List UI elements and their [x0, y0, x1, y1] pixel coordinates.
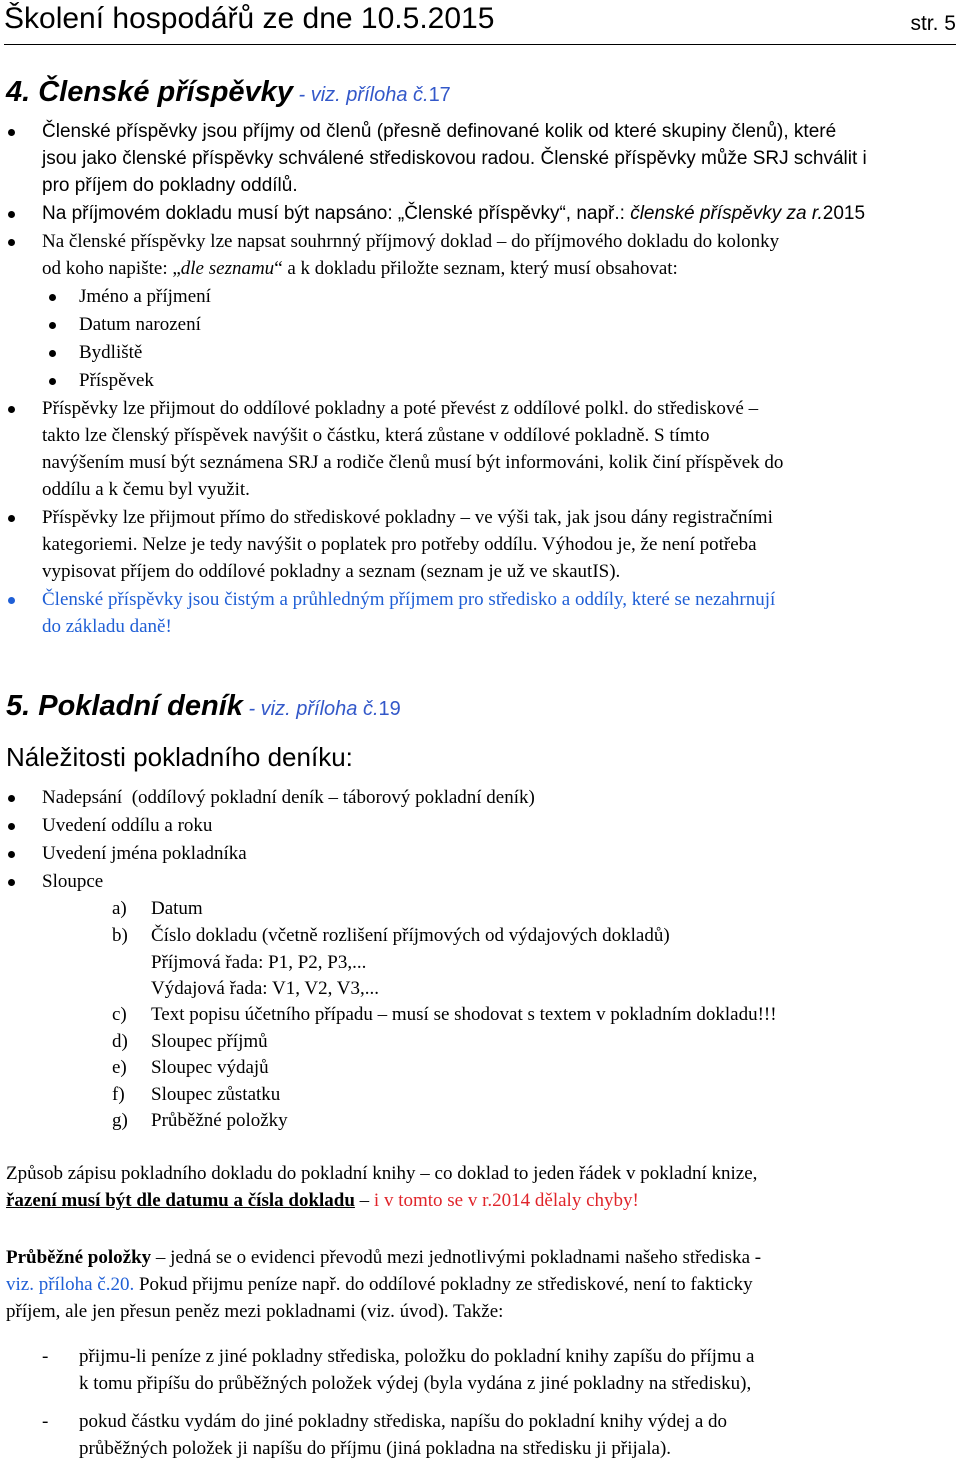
section4-title: 4. Členské příspěvky: [6, 76, 293, 108]
s4-bullet-3: [42, 228, 958, 282]
section4-ref-prefix: - viz. příloha č.: [292, 84, 429, 106]
bullet-dot: [8, 851, 15, 858]
column-letter: c): [112, 1004, 127, 1025]
s4-b3-sub-4: Příspěvek: [79, 370, 154, 391]
column-letter: f): [112, 1084, 125, 1105]
para-prubezne-ref: viz. příloha č.: [6, 1274, 111, 1295]
dash-item-1-line1: přijmu-li peníze z jiné pokladny střediska, položku do pokladní knihy zapíšu do příjmu a: [79, 1346, 755, 1367]
dash-marker: -: [42, 1411, 49, 1432]
column-text: Průběžné položky: [151, 1110, 288, 1131]
bullet-dot: [8, 597, 15, 604]
para-prubezne-line2: [6, 1271, 956, 1298]
header-divider: [4, 44, 956, 45]
dash-item-2-line1: pokud částku vydám do jiné pokladny střediska, napíšu do pokladní knihy výdej a do: [79, 1411, 728, 1432]
column-text: Datum: [151, 898, 203, 919]
column-text: Příjmová řada: P1, P2, P3,...: [151, 952, 367, 973]
s4-b3-line1: Na členské příspěvky lze napsat souhrnný příjmový doklad – do příjmového dokladu do kolonky: [42, 231, 780, 252]
section5-heading: [6, 690, 401, 723]
section4-ref: [293, 84, 451, 106]
s4-b5-line2: kategoriemi. Nelze je tedy navýšit o poplatek pro potřeby oddílu. Výhodou je, že není potřeba: [42, 534, 757, 555]
para-zapis: [6, 1160, 956, 1214]
dash-item-2-line2: průběžných položek ji napíšu do příjmu (jiná pokladna na středisku ji přijala).: [79, 1438, 672, 1459]
s4-b2-italic: členské příspěvky za r.: [630, 203, 823, 224]
column-text: Číslo dokladu (včetně rozlišení příjmových od výdajových dokladů): [151, 925, 670, 946]
s4-b5-line1: Příspěvky lze přijmout přímo do střediskové pokladny – ve výši tak, jak jsou dány registračními: [42, 507, 773, 528]
column-text: Sloupec výdajů: [151, 1057, 269, 1078]
s5-bullet-1: Nadepsání (oddílový pokladní deník – táborový pokladní deník): [42, 787, 535, 808]
s4-b5-line3: vypisovat příjem do oddílové pokladny a seznam (seznam je už ve skautIS).: [42, 561, 621, 582]
bullet-dot: [8, 515, 15, 522]
para-zapis-emphasis: řazení musí být dle datumu a čísla dokladu: [6, 1190, 355, 1211]
para-prubezne: [6, 1244, 956, 1325]
s4-b6-line2: do základu daně!: [42, 616, 172, 637]
s4-b3-l2a: od koho napište: „: [42, 258, 181, 279]
para-zapis-dash: –: [354, 1190, 374, 1211]
column-text: Text popisu účetního případu – musí se shodovat s textem v pokladním dokladu!!!: [151, 1004, 777, 1025]
bullet-dot: [8, 795, 15, 802]
s4-bullet-6: [42, 586, 958, 640]
s4-b3-sub-2: Datum narození: [79, 314, 201, 335]
bullet-dot: [49, 350, 56, 357]
s4-b3-sub-3: Bydliště: [79, 342, 143, 363]
s4-b3-l2b: “ a k dokladu přiložte seznam, který musí obsahovat:: [274, 258, 678, 279]
column-letter: e): [112, 1057, 127, 1078]
s4-b6-line1: Členské příspěvky jsou čistým a průhledným příjmem pro středisko a oddíly, které se nezahrnují: [42, 589, 776, 610]
header-title: Školení hospodářů ze dne 10.5.2015: [4, 2, 495, 35]
bullet-dot: [8, 823, 15, 830]
s4-b4-line3: navýšením musí být seznámena SRJ a rodiče členů musí být informováni, kolik činí příspěvek do: [42, 452, 784, 473]
s5-bullet-2: Uvedení oddílu a roku: [42, 815, 213, 836]
bullet-dot: [8, 879, 15, 886]
para-zapis-line2: [6, 1187, 956, 1214]
dash-marker: -: [42, 1346, 49, 1367]
section5-ref-prefix: - viz. příloha č.: [242, 698, 379, 720]
bullet-dot: [8, 129, 15, 136]
s4-b3-sub-1: Jméno a příjmení: [79, 286, 211, 307]
s4-b1-line1: Členské příspěvky jsou příjmy od členů (přesně definované kolik od které skupiny členů), které: [42, 121, 837, 142]
s4-bullet-4: [42, 395, 958, 503]
para-prubezne-bold: Průběžné položky: [6, 1247, 152, 1268]
para-prubezne-refnum: 20.: [110, 1274, 135, 1295]
bullet-dot: [8, 211, 15, 218]
section5-subtitle: Náležitosti pokladního deníku:: [6, 742, 353, 772]
para-prubezne-line3: příjem, ale jen přesun peněz mezi pokladnami (viz. úvod). Takže:: [6, 1301, 504, 1322]
section5-title: 5. Pokladní deník: [6, 690, 243, 722]
para-zapis-warning: i v tomto se v r.2014 dělaly chyby!: [373, 1190, 639, 1211]
header-page-number: str. 5: [910, 12, 956, 35]
section4-heading: [6, 76, 451, 109]
section5-ref-num: 19: [378, 698, 401, 720]
bullet-dot: [8, 406, 15, 413]
s4-b3-l2-italic: dle seznamu: [180, 258, 275, 279]
dash-item-2: [79, 1408, 957, 1462]
bullet-dot: [8, 239, 15, 246]
dash-item-1: [79, 1343, 957, 1397]
section4-ref-num: 17: [428, 84, 451, 106]
s4-bullet-1: [42, 118, 958, 199]
column-text: Sloupec zůstatku: [151, 1084, 281, 1105]
para-prubezne-l1rest: – jedná se o evidenci převodů mezi jednotlivými pokladnami našeho střediska -: [151, 1247, 762, 1268]
column-letter: d): [112, 1031, 128, 1052]
s4-b2-pre: Na příjmovém dokladu musí být napsáno: „Členské příspěvky“, např.:: [42, 203, 631, 224]
column-text: Sloupec příjmů: [151, 1031, 268, 1052]
bullet-dot: [49, 378, 56, 385]
para-prubezne-l2rest: Pokud přijmu peníze např. do oddílové pokladny ze střediskové, není to fakticky: [134, 1274, 753, 1295]
column-letter: a): [112, 898, 127, 919]
s4-b4-line4: oddílu a k čemu byl využit.: [42, 479, 250, 500]
s4-b1-line2: jsou jako členské příspěvky schválené střediskovou radou. Členské příspěvky může SRJ schválit i: [42, 148, 867, 169]
para-prubezne-line1: [6, 1244, 956, 1271]
s4-bullet-2: [42, 200, 958, 227]
para-zapis-line1: Způsob zápisu pokladního dokladu do pokladní knihy – co doklad to jeden řádek v pokladní knize,: [6, 1163, 758, 1184]
dash-item-1-line2: k tomu připíšu do průběžných položek výdej (byla vydána z jiné pokladny na středisku),: [79, 1373, 752, 1394]
bullet-dot: [49, 322, 56, 329]
column-text: Výdajová řada: V1, V2, V3,...: [151, 978, 379, 999]
s4-b1-line3: pro příjem do pokladny oddílů.: [42, 175, 298, 196]
s4-b3-line2: [42, 255, 958, 282]
column-letter: g): [112, 1110, 128, 1131]
bullet-dot: [49, 294, 56, 301]
section5-ref: [243, 698, 401, 720]
column-letter: b): [112, 925, 128, 946]
s4-bullet-5: [42, 504, 958, 585]
s5-bullet-3: Uvedení jména pokladníka: [42, 843, 247, 864]
s4-b4-line2: takto lze členský příspěvek navýšit o částku, která zůstane v oddílové pokladně. S tímto: [42, 425, 710, 446]
s4-b2-post: 2015: [822, 203, 866, 224]
s5-bullet-4: Sloupce: [42, 871, 104, 892]
s4-b4-line1: Příspěvky lze přijmout do oddílové pokladny a poté převést z oddílové polkl. do střediskové –: [42, 398, 759, 419]
